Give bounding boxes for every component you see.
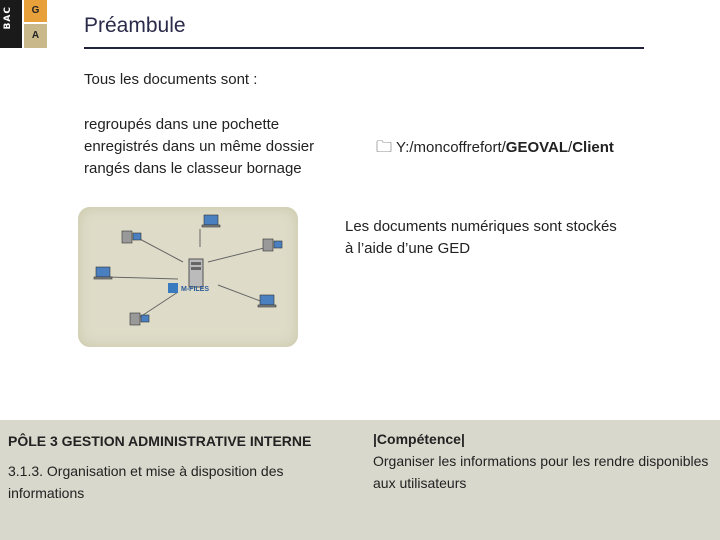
list-item: regroupés dans une pochette	[84, 116, 280, 133]
desktop-icon	[263, 239, 282, 251]
logo-bar	[0, 0, 22, 48]
document-list	[84, 114, 314, 180]
server-icon	[189, 259, 203, 287]
ged-network-diagram	[78, 207, 298, 347]
laptop-icon	[202, 215, 220, 227]
title-rule	[84, 47, 644, 49]
path-prefix: Y:/moncoffrefort/	[396, 139, 506, 156]
path-part-client: Client	[572, 139, 614, 156]
laptop-icon	[94, 267, 112, 279]
footer-competence-column	[373, 428, 713, 494]
competence-title: |Compétence|	[373, 431, 465, 447]
path-part-geoval: GEOVAL	[505, 139, 569, 156]
list-item: enregistrés dans un même dossier	[84, 138, 315, 155]
folder-icon: 🗀	[376, 139, 393, 156]
path-separator: /	[568, 139, 573, 156]
m-files-label: M-FILES	[181, 286, 209, 293]
folder-path	[376, 136, 614, 163]
competence-text: Organiser les informations pour les rendre disponibles aux utilisateurs	[373, 453, 709, 491]
pole-item: 3.1.3. Organisation et mise à disposition des informations	[8, 463, 284, 501]
list-item: rangés dans le classeur bornage	[84, 160, 302, 177]
footer-band	[0, 420, 720, 540]
bac-ga-logo	[0, 0, 47, 48]
logo-vertical-text: BAC	[3, 6, 13, 30]
ged-description	[345, 216, 617, 260]
ged-line: à l’aide d’une GED	[345, 240, 471, 257]
page-title: Préambule	[84, 14, 186, 37]
footer-pole-column	[8, 430, 348, 504]
network-svg	[78, 207, 298, 347]
logo-bottom-cell: A	[24, 24, 47, 48]
desktop-icon	[122, 231, 141, 243]
laptop-icon	[258, 295, 276, 307]
intro-text: Tous les documents sont :	[84, 71, 258, 88]
logo-top-cell: G	[24, 0, 47, 22]
pole-title: PÔLE 3 GESTION ADMINISTRATIVE INTERNE	[8, 433, 312, 449]
desktop-icon	[130, 313, 149, 325]
ged-line: Les documents numériques sont stockés	[345, 218, 617, 235]
